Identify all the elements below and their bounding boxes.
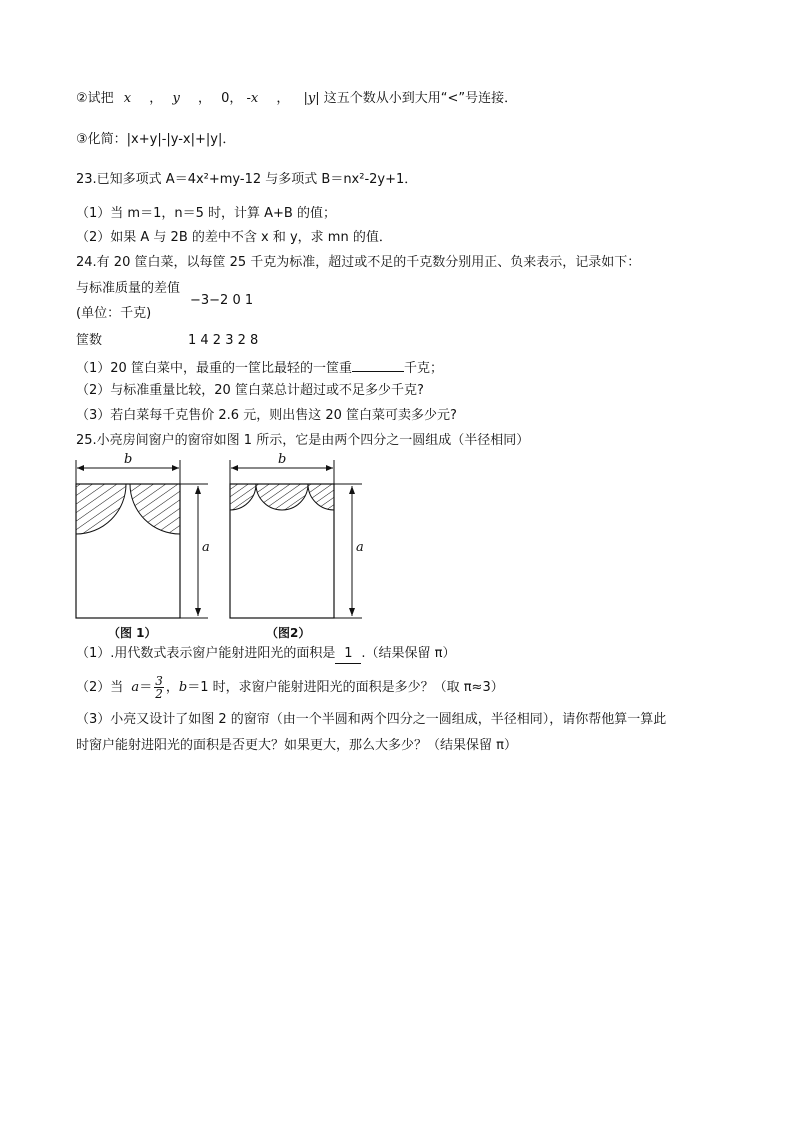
var-a: a [131, 680, 140, 695]
q24-sub3: （3）若白菜每千克售价 2.6 元，则出售这 20 筐白菜可卖多少元? [76, 408, 457, 423]
zero-value: 0， [221, 91, 243, 106]
q25-sub1: （1）.用代数式表示窗户能射进阳光的面积是 1 .（结果保留 π） [76, 645, 456, 664]
q24-row1-unit: (单位：千克) [76, 306, 152, 321]
q25-sub3-line1: （3）小亮又设计了如图 2 的窗帘（由一个半圆和两个四分之一圆组成，半径相同），请你帮他算一算此 [76, 712, 667, 727]
figure-1 [74, 454, 214, 644]
q23-sub1: （1）当 m＝1，n＝5 时，计算 A+B 的值； [76, 206, 336, 221]
figure-2-drawing [228, 454, 368, 644]
q22-item3: ③化简：|x+y|-|y-x|+|y|． [76, 132, 236, 147]
var-y: y [172, 91, 180, 106]
q24-row1-label: 与标准质量的差值 [76, 281, 181, 296]
label-a-fig1: a [202, 540, 210, 555]
q24-stem: 24.有 20 筐白菜，以每筐 25 千克为标准，超过或不足的千克数分别用正、负来表示，记录如下： [76, 255, 641, 270]
var-negx: -x [246, 91, 259, 106]
answer-blank[interactable] [352, 357, 404, 372]
q25-sub2: （2）当 a＝ $\frac{3}{2}$ ，b＝1 时，求窗户能射进阳光的面积是多少？（取 π≈3） [76, 674, 504, 701]
q22-item2: ②试把 x ， y ， 0， -x ， |y| 这五个数从小到大用“<”号连接． [76, 91, 518, 106]
figure-2-caption: （图2） [266, 626, 311, 640]
label-b-fig2: b [278, 452, 287, 467]
label-b-fig1: b [124, 452, 133, 467]
fraction-three-halves: $\frac{3}{2}$ [155, 674, 163, 701]
q24-sub1: （1）20 筐白菜中，最重的一筐比最轻的一筐重 千克； [76, 357, 443, 378]
var-x: x [123, 91, 132, 106]
figure-1-drawing [74, 454, 214, 644]
figure-2 [228, 454, 368, 644]
q24-row2-label: 筐数 [76, 333, 103, 348]
q24-row1-values: −3−2 0 1 [190, 293, 254, 308]
q23-sub2: （2）如果 A 与 2B 的差中不含 x 和 y，求 mn 的值． [76, 230, 392, 245]
abs-y: |y| [303, 91, 320, 106]
q25-stem: 25.小亮房间窗户的窗帘如图 1 所示，它是由两个四分之一圆组成（半径相同） [76, 433, 530, 448]
q24-sub2: （2）与标准重量比较，20 筐白菜总计超过或不足多少千克? [76, 383, 424, 398]
var-b: b [178, 680, 188, 695]
label-a-fig2: a [356, 540, 364, 555]
answer-blank[interactable]: 1 [335, 645, 361, 664]
q23-stem: 23.已知多项式 A＝4x²+my-12 与多项式 B＝nx²-2y+1． [76, 172, 418, 187]
q24-row2-values: 1 4 2 3 2 8 [188, 333, 259, 348]
figure-1-caption: （图 1） [108, 626, 157, 640]
q25-sub3-line2: 时窗户能射进阳光的面积是否更大？如果更大，那么大多少？（结果保留 π） [76, 738, 517, 753]
